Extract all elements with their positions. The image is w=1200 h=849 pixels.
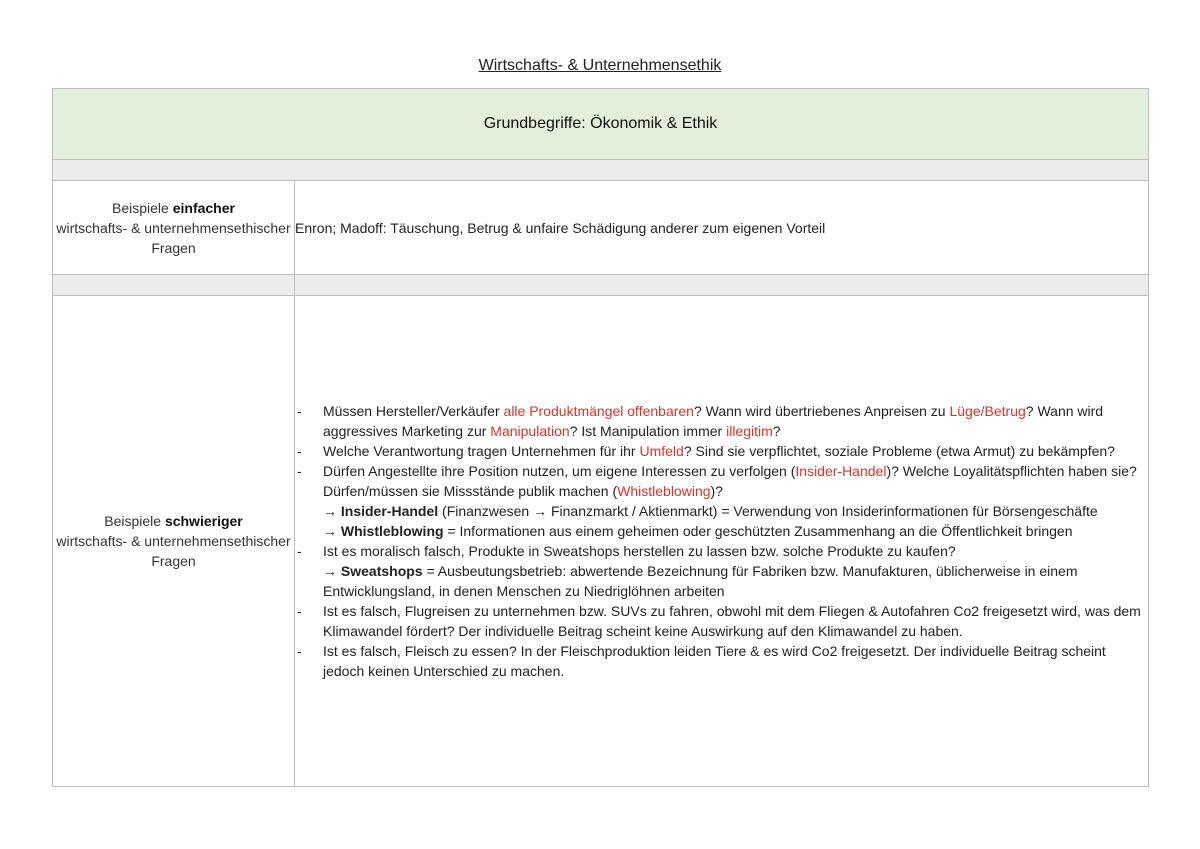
row-label [53,181,295,275]
list-item [297,601,1148,641]
text-segment: → [323,523,341,539]
label-emphasis: einfacher [172,199,235,216]
row-content: Enron; Madoff: Täuschung, Betrug & unfaire Schädigung anderer zum eigenen Vorteil [295,181,1149,275]
text-segment: )? Welche Loyalitätspflichten haben sie? Dürfen/müssen sie Missstände publik machen ( [323,463,1137,499]
defined-term: Insider-Handel [340,503,439,519]
spacer-row [53,160,1149,181]
label-prefix: Beispiele [104,513,165,529]
row-content [295,296,1149,787]
spacer-cell [295,275,1149,296]
definition-line [323,501,1148,521]
highlighted-term: Manipulation [490,423,570,439]
text-segment: ? Ist Manipulation immer [569,423,727,439]
spacer-cell [53,275,295,296]
list-item [297,641,1148,681]
text-segment: (Finanzwesen → Finanzmarkt / Aktienmarkt) = Verwendung von Insiderinformationen für Börsengeschäfte [438,503,1098,519]
definition-line [323,561,1148,601]
text-segment: → [323,563,341,579]
definition-line [323,521,1148,541]
defined-term: Sweatshops [340,563,423,579]
table-header: Grundbegriffe: Ökonomik & Ethik [53,89,1149,160]
label-emphasis: schwieriger [164,513,243,529]
highlighted-term: Lüge/Betrug [949,403,1026,419]
content-table [52,88,1149,787]
text-segment: ? Wann wird übertriebenes Anpreisen zu [693,403,950,419]
text-segment: ? Sind sie verpflichtet, soziale Probleme (etwa Armut) zu bekämpfen? [683,443,1115,459]
row-label [53,296,295,787]
text-segment: → [323,503,341,519]
document-title: Wirtschafts- & Unternehmensethik [478,57,722,74]
defined-term: Whistleblowing [340,523,444,539]
spacer-row [53,275,1149,296]
label-suffix: wirtschafts- & unternehmensethischer Fragen [56,533,291,569]
text-segment: Ist es falsch, Fleisch zu essen? In der Fleischproduktion leiden Tiere & es wird Co2 freigesetzt. Der individuelle Beitrag scheint jedoch keinen Unterschied zu machen. [323,643,1106,679]
text-segment: Dürfen Angestellte ihre Position nutzen, um eigene Interessen zu verfolgen ( [323,463,796,479]
question-list [295,401,1148,681]
text-segment: ? Wann wird aggressives Marketing zur [323,403,1104,439]
list-item [297,401,1148,441]
text-segment: ? [772,423,781,439]
list-item [297,541,1148,601]
text-segment: )? [710,483,723,499]
list-item [297,441,1148,461]
highlighted-term: Insider-Handel [795,463,887,479]
label-suffix: wirtschafts- & unternehmensethischer Fragen [56,219,291,256]
highlighted-term: Whistleblowing [617,483,711,499]
table-row [53,296,1149,787]
text-segment: Ist es moralisch falsch, Produkte in Sweatshops herstellen zu lassen bzw. solche Produkte zu kaufen? [323,543,956,559]
list-item [297,461,1148,541]
highlighted-term: Umfeld [639,443,684,459]
table-row [53,181,1149,275]
text-segment: Müssen Hersteller/Verkäufer [323,403,504,419]
spacer-cell [53,160,1149,181]
text-segment: Ist es falsch, Flugreisen zu unternehmen bzw. SUVs zu fahren, obwohl mit dem Fliegen & Autofahren Co2 freigesetzt wird, was dem Klimawandel fördert? Der individuelle Beitrag scheint keine Auswirkung auf den Klimawandel zu haben. [323,603,1141,639]
highlighted-term: illegitim [726,423,773,439]
label-prefix: Beispiele [112,199,173,216]
text-segment: = Ausbeutungsbetrieb: abwertende Bezeichnung für Fabriken bzw. Manufakturen, üblicherweise in einem Entwicklungsland, in denen Menschen zu Niedriglöhnen arbeiten [323,563,1078,599]
highlighted-term: alle Produktmängel offenbaren [503,403,694,419]
text-segment: Welche Verantwortung tragen Unternehmen für ihr [323,443,640,459]
text-segment: = Informationen aus einem geheimen oder geschützten Zusammenhang an die Öffentlichkeit bringen [443,523,1073,539]
